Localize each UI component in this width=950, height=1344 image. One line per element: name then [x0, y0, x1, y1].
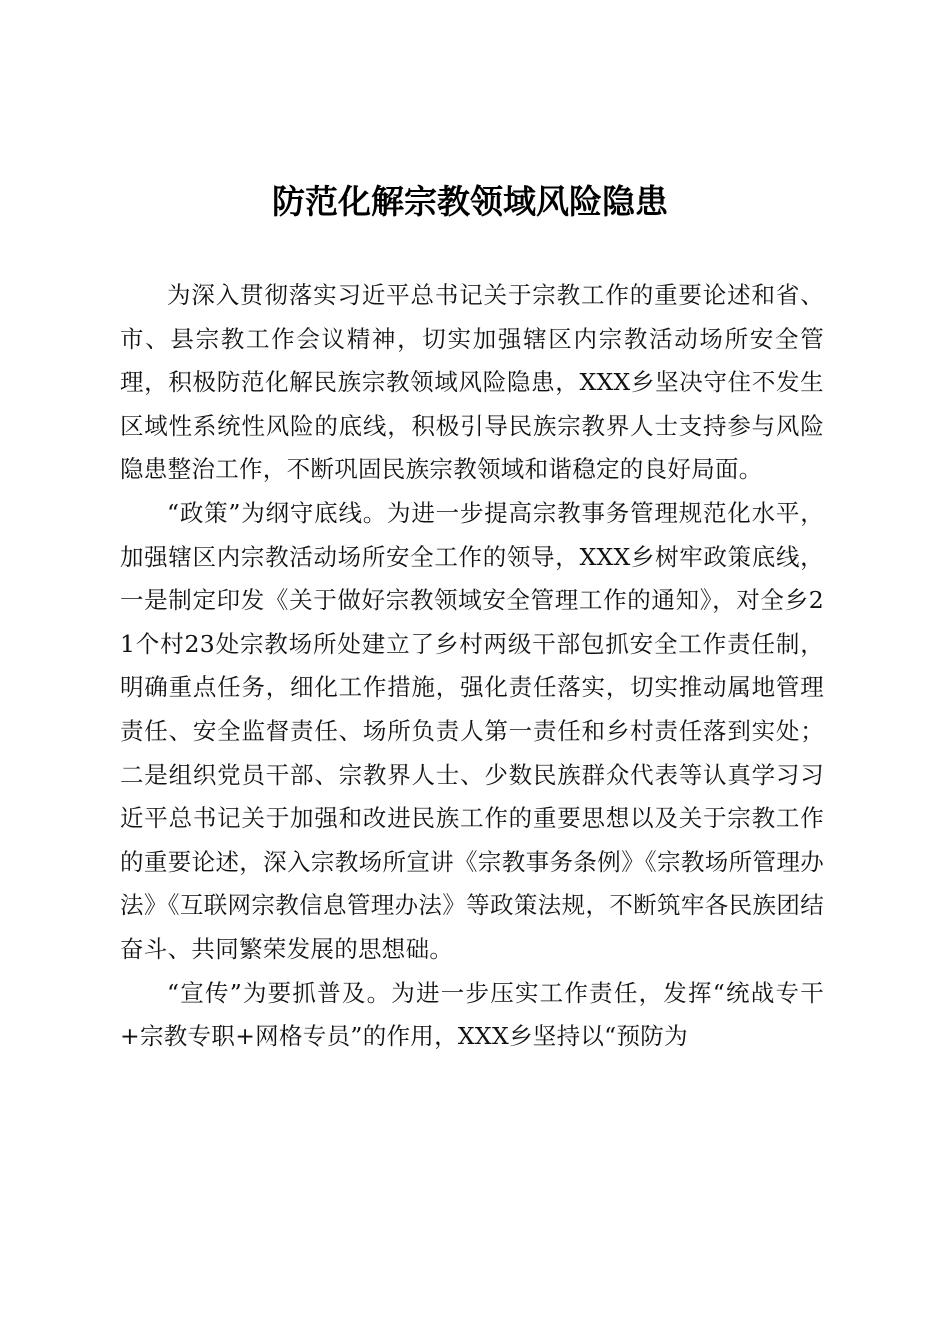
document-title: 防范化解宗教领域风险隐患: [272, 182, 668, 221]
paragraph-intro: 为深入贯彻落实习近平总书记关于宗教工作的重要论述和省、市、县宗教工作会议精神，切实加强辖区内宗教活动场所安全管理，积极防范化解民族宗教领域风险隐患，XXX乡坚决守住不发生区域性系统性风险的底线，积极引导民族宗教界人士支持参与风险隐患整治工作，不断巩固民族宗教领域和谐稳定的良好局面。: [120, 281, 824, 484]
document-body: [120, 274, 824, 1059]
paragraph-policy: “政策”为纲守底线。为进一步提高宗教事务管理规范化水平，加强辖区内宗教活动场所安全工作的领导，XXX乡树牢政策底线，一是制定印发《关于做好宗教领域安全管理工作的通知》，对全乡21个村23处宗教场所处建立了乡村两级干部包抓安全工作责任制，明确重点任务，细化工作措施，强化责任落实，切实推动属地管理责任、安全监督责任、场所负责人第一责任和乡村责任落到实处；二是组织党员干部、宗教界人士、少数民族群众代表等认真学习习近平总书记关于加强和改进民族工作的重要思想以及关于宗教工作的重要论述，深入宗教场所宣讲《宗教事务条例》《宗教场所管理办法》《互联网宗教信息管理办法》等政策法规，不断筑牢各民族团结奋斗、共同繁荣发展的思想础。: [120, 498, 824, 963]
paragraph-publicity: “宣传”为要抓普及。为进一步压实工作责任，发挥“统战专干+宗教专职+网格专员”的作用，XXX乡坚持以“预防为: [120, 978, 824, 1051]
